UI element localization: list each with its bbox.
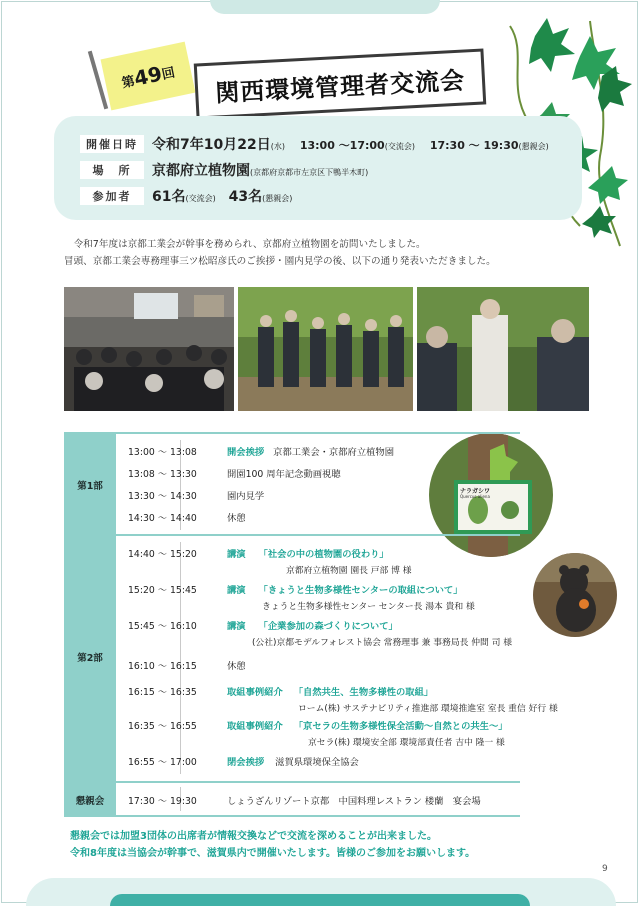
divider-part2 [64, 781, 520, 783]
schedule-row [128, 488, 264, 502]
schedule-text: 「京セラの生物多様性保全活動～自然との共生～」 [293, 721, 508, 732]
schedule-tag: 講演 [226, 549, 246, 560]
schedule-row [128, 582, 463, 596]
party-label: 懇親会 [75, 796, 105, 807]
edition-prefix: 第 [120, 73, 137, 91]
participants-party-note: (懇親会) [262, 194, 293, 203]
page-title: 関西環境管理者交流会 [214, 65, 466, 108]
schedule-time: 16:55 ～ 17:00 [128, 757, 197, 768]
schedule-time: 17:30 ～ 19:30 [128, 796, 197, 807]
divider-top [64, 432, 520, 434]
participants-label: 参加者 [80, 187, 144, 205]
intro-line-2: 冒頭、京都工業会専務理事三ツ松昭彦氏のご挨拶・園内見学の後、以下の通り発表いただきました。 [64, 256, 496, 267]
schedule-tag: 取組事例紹介 [226, 721, 283, 732]
schedule-text: 「企業参加の森づくりについて」 [258, 621, 398, 632]
schedule-time: 14:30 ～ 14:40 [128, 513, 197, 524]
speaker: 京都府立植物園 園長 戸部 博 様 [286, 566, 412, 576]
venue-label: 場 所 [80, 161, 144, 179]
date-value-group [152, 134, 549, 154]
date-label: 開催日時 [80, 135, 144, 153]
schedule-time: 13:30 ～ 14:30 [128, 491, 197, 502]
venue-row [80, 160, 368, 180]
schedule-row-party [128, 793, 481, 807]
photo-garden-tour [238, 287, 413, 411]
party-time-note: (懇親会) [518, 142, 549, 151]
schedule-time: 15:20 ～ 15:45 [128, 585, 197, 596]
schedule-time: 13:00 ～ 13:08 [128, 447, 197, 458]
speaker: 京セラ(株) 環境安全部 環境部責任者 吉中 隆一 様 [308, 738, 505, 748]
part2-label: 第2部 [77, 653, 103, 664]
schedule-text: 「自然共生、生物多様性の取組」 [293, 687, 434, 698]
schedule-text: しょうざんリゾート京都 中国料理レストラン 楼蘭 宴会場 [226, 796, 481, 807]
schedule-time: 16:15 ～ 16:35 [128, 687, 197, 698]
schedule-row [128, 658, 246, 672]
schedule-row [128, 618, 398, 632]
top-decoration [210, 0, 440, 14]
schedule-tag: 講演 [226, 585, 246, 596]
venue-value: 京都府立植物園 [152, 163, 250, 179]
schedule-row [128, 466, 341, 480]
schedule-text: 滋賀県環境保全協会 [275, 757, 359, 768]
intro-text [64, 236, 584, 270]
party-time: 17:30 ～ 19:30 [429, 139, 519, 152]
schedule-row [128, 546, 389, 560]
bottom-decoration [110, 894, 530, 906]
venue-value-group [152, 160, 368, 180]
date-row [80, 134, 549, 154]
schedule-row [128, 718, 508, 732]
exchange-time-note: (交流会) [384, 142, 415, 151]
participants-exchange: 61名 [152, 189, 186, 205]
schedule-row [128, 754, 359, 768]
divider-bottom [64, 815, 520, 817]
schedule-time: 14:40 ～ 15:20 [128, 549, 197, 560]
venue-address: (京都府京都市左京区下鴨半木町) [250, 168, 369, 177]
schedule-text: 園内見学 [226, 491, 265, 502]
schedule-tag: 開会挨拶 [226, 447, 265, 458]
schedule-row [128, 510, 246, 524]
part1-label: 第1部 [77, 481, 103, 492]
closing-line-2: 令和8年度は当協会が幹事で、滋賀県内で開催いたします。皆様のご参加をお願いします。 [70, 848, 476, 859]
schedule-table [64, 432, 558, 817]
participants-value-group [152, 186, 292, 206]
schedule-text: 開園100 周年記念動画視聴 [226, 469, 341, 480]
event-info-panel [54, 116, 582, 220]
participants-exchange-note: (交流会) [185, 194, 216, 203]
participants-row [80, 186, 292, 206]
schedule-text: 休憩 [226, 661, 246, 672]
speaker: (公社)京都モデルフォレスト協会 常務理事 兼 事務局長 仲間 司 様 [252, 638, 513, 648]
speaker: きょうと生物多様性センター センター長 湯本 貴和 様 [262, 602, 475, 612]
participants-party: 43名 [228, 189, 263, 205]
schedule-row [128, 444, 394, 458]
page-number: 9 [602, 864, 608, 874]
closing-line-1: 懇親会では加盟3団体の出席者が情報交換などで交流を深めることが出来ました。 [70, 831, 437, 842]
schedule-text: 休憩 [226, 513, 246, 524]
schedule-text: 「社会の中の植物園の役わり」 [258, 549, 389, 560]
schedule-row [128, 684, 433, 698]
closing-note [70, 828, 590, 862]
schedule-tag: 取組事例紹介 [226, 687, 283, 698]
date-weekday: (水) [270, 142, 285, 151]
speaker: ローム(株) サステナビリティ推進部 環境推進室 室長 重信 好行 様 [298, 704, 558, 714]
edition-suffix: 回 [160, 65, 177, 83]
photo-bear-statue-circle [532, 552, 618, 638]
schedule-time: 13:08 ～ 13:30 [128, 469, 197, 480]
schedule-tag: 閉会挨拶 [226, 757, 265, 768]
edition-number: 49 [131, 61, 165, 91]
plant-sign-title: ナラガシワ [460, 488, 491, 495]
schedule-text: 京都工業会・京都府立植物園 [273, 447, 395, 458]
schedule-time: 16:35 ～ 16:55 [128, 721, 197, 732]
intro-line-1: 令和7年度は京都工業会が幹事を務められ、京都府立植物園を訪問いたしました。 [73, 239, 426, 250]
schedule-tag: 講演 [226, 621, 246, 632]
photo-lecture-hall [64, 287, 234, 411]
date-value: 令和7年10月22日 [152, 137, 271, 153]
exchange-time: 13:00 ～17:00 [299, 139, 385, 152]
schedule-time: 16:10 ～ 16:15 [128, 661, 197, 672]
schedule-text: 「きょうと生物多様性センターの取組について」 [258, 585, 463, 596]
photo-speaker-outdoors [417, 287, 589, 411]
schedule-time: 15:45 ～ 16:10 [128, 621, 197, 632]
divider-part1 [64, 534, 520, 536]
plant-sign-latin: Quercus aliena [460, 494, 490, 499]
